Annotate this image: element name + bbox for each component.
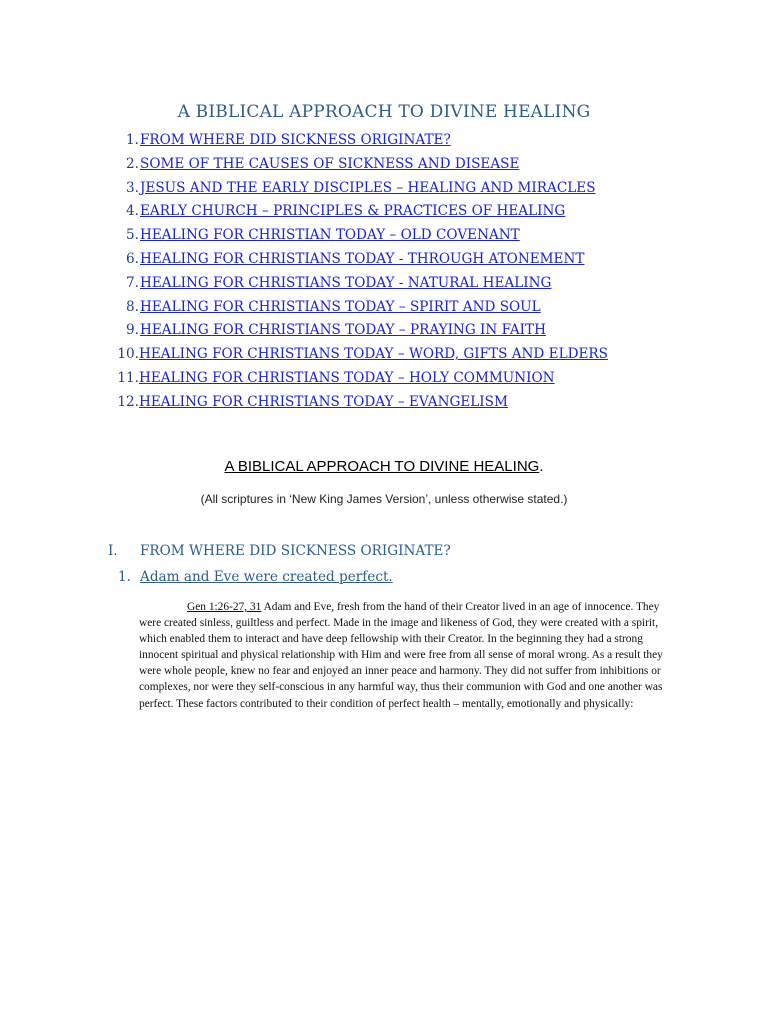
toc-item — [112, 178, 608, 202]
toc-link[interactable]: HEALING FOR CHRISTIANS TODAY - THROUGH ATONEMENT — [140, 250, 585, 267]
toc-number: 11. — [117, 369, 139, 386]
toc-link[interactable]: EARLY CHURCH – PRINCIPLES & PRACTICES OF HEALING — [140, 203, 566, 220]
toc-link[interactable]: HEALING FOR CHRISTIANS TODAY - NATURAL HEALING — [140, 274, 552, 291]
subsection-title: Adam and Eve were created perfect. — [140, 569, 393, 585]
subsection-heading — [118, 569, 393, 585]
body-paragraph — [139, 599, 681, 712]
toc-link[interactable]: HEALING FOR CHRISTIANS TODAY – SPIRIT AND SOUL — [140, 298, 541, 315]
scripture-version-note: (All scriptures in ‘New King James Version’, unless otherwise stated.) — [200, 492, 568, 506]
toc-item — [112, 392, 608, 416]
toc-link[interactable]: HEALING FOR CHRISTIANS TODAY – EVANGELISM — [139, 393, 508, 410]
toc-item — [112, 201, 608, 225]
toc-item — [112, 225, 608, 249]
toc-item — [112, 368, 608, 392]
toc-number: 1. — [126, 132, 139, 148]
toc-number: 8. — [126, 298, 139, 315]
paragraph-text: Adam and Eve, fresh from the hand of their Creator lived in an age of innocence. They were created sinless, guiltless and perfect. Made in the image and likeness of God, they were created with a spirit, which enabled them to interact and have deep fellowship with their Creator. In the beginning they had a strong innocent spiritual and physical relationship with Him and were free from all sense of moral wrong. As a result they were whole people, knew no fear and enjoyed an inner peace and harmony. They did not suffer from inhibitions or complexes, nor were they self-conscious in any harmful way, thus their communion with God and one another was perfect. These factors contributed to their condition of perfect health – mentally, emotionally and physically: — [139, 601, 663, 710]
document-title: A BIBLICAL APPROACH TO DIVINE HEALING — [177, 102, 591, 122]
toc-link[interactable]: HEALING FOR CHRISTIAN TODAY – OLD COVENANT — [140, 227, 520, 244]
toc-number: 2. — [126, 155, 139, 172]
toc-number: 5. — [126, 227, 139, 244]
toc-number: 4. — [126, 203, 139, 220]
toc-item — [112, 130, 608, 154]
subtitle-period: . — [539, 458, 544, 475]
section-title: FROM WHERE DID SICKNESS ORIGINATE? — [140, 543, 451, 559]
toc-number: 12. — [117, 393, 139, 410]
toc-item — [112, 344, 608, 368]
toc-number: 6. — [126, 250, 139, 267]
toc-link[interactable]: JESUS AND THE EARLY DISCIPLES – HEALING AND MIRACLES — [140, 179, 596, 196]
toc-number: 10. — [117, 346, 139, 363]
scripture-reference: Gen 1:26-27, 31 — [187, 601, 262, 613]
toc-link[interactable]: HEALING FOR CHRISTIANS TODAY – WORD, GIFTS AND ELDERS — [139, 346, 608, 363]
toc-link[interactable]: HEALING FOR CHRISTIANS TODAY – PRAYING IN FAITH — [140, 322, 546, 339]
toc-link[interactable]: HEALING FOR CHRISTIANS TODAY – HOLY COMMUNION — [139, 369, 555, 386]
section-numeral: I. — [108, 543, 118, 559]
toc-item — [112, 249, 608, 273]
toc-item — [112, 273, 608, 297]
toc-item — [112, 320, 608, 344]
toc-item — [112, 154, 608, 178]
subtitle-text: A BIBLICAL APPROACH TO DIVINE HEALING — [224, 458, 540, 475]
toc-link[interactable]: SOME OF THE CAUSES OF SICKNESS AND DISEASE — [140, 155, 520, 172]
section-heading — [108, 543, 451, 559]
toc-number: 9. — [126, 322, 139, 339]
toc-number: 3. — [126, 179, 139, 196]
subsection-number: 1. — [118, 569, 131, 585]
toc-number: 7. — [126, 274, 139, 291]
toc-item — [112, 297, 608, 321]
section-subtitle — [0, 458, 768, 475]
table-of-contents — [112, 130, 608, 416]
toc-link[interactable]: FROM WHERE DID SICKNESS ORIGINATE? — [140, 132, 451, 148]
